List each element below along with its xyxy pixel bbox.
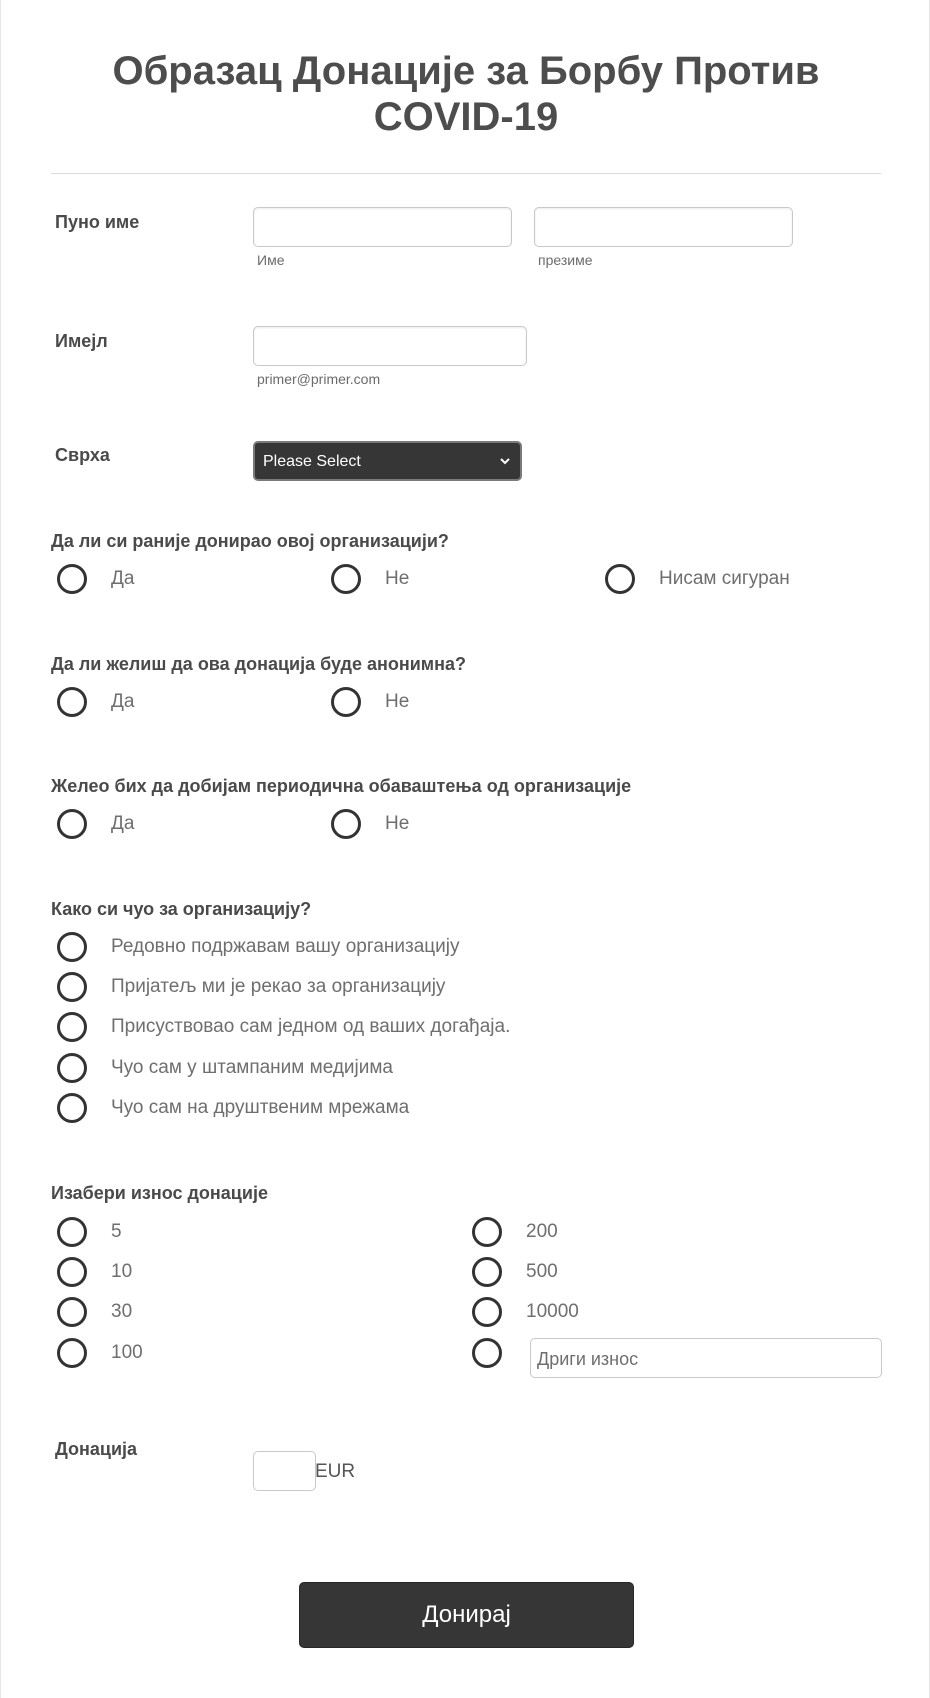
- full-name-label: Пуно име: [55, 212, 140, 232]
- radio-circle[interactable]: [57, 809, 87, 839]
- radio-label: 200: [526, 1221, 558, 1242]
- radio-circle[interactable]: [57, 564, 87, 594]
- donated-before-option[interactable]: [605, 561, 790, 597]
- amount-option[interactable]: [57, 1254, 132, 1290]
- radio-circle[interactable]: [331, 564, 361, 594]
- heard-about-question: Како си чуо за организацију?: [51, 899, 312, 919]
- radio-label: Нисам сигуран: [659, 568, 790, 589]
- radio-label: Да: [111, 568, 135, 589]
- radio-label: Не: [385, 568, 410, 589]
- radio-circle[interactable]: [57, 1297, 87, 1327]
- heard-about-option[interactable]: [57, 1009, 510, 1045]
- heard-about-option[interactable]: [57, 1050, 393, 1086]
- amount-option[interactable]: [57, 1294, 132, 1330]
- radio-circle[interactable]: [57, 1053, 87, 1083]
- radio-circle[interactable]: [472, 1297, 502, 1327]
- radio-label: Да: [111, 813, 135, 834]
- donation-amount-input[interactable]: [253, 1451, 316, 1491]
- email-label: Имејл: [55, 331, 108, 351]
- radio-label: 10: [111, 1261, 133, 1282]
- amount-option-other[interactable]: [472, 1335, 502, 1371]
- other-amount-input[interactable]: Дриги износ: [530, 1338, 882, 1378]
- radio-circle[interactable]: [472, 1338, 502, 1368]
- donated-before-option[interactable]: [57, 561, 134, 597]
- donation-label: Донација: [55, 1439, 138, 1459]
- radio-circle[interactable]: [331, 809, 361, 839]
- radio-circle[interactable]: [57, 687, 87, 717]
- first-name-sublabel: Име: [257, 252, 285, 268]
- first-name-input[interactable]: [253, 207, 512, 247]
- form-title-line-1: Образац Донације за Борбу Против: [112, 49, 820, 93]
- radio-circle[interactable]: [57, 972, 87, 1002]
- radio-circle[interactable]: [57, 1257, 87, 1287]
- radio-circle[interactable]: [472, 1217, 502, 1247]
- amount-option[interactable]: [472, 1294, 579, 1330]
- radio-label: Присуствовао сам једном од ваших догађаја.: [111, 1016, 511, 1037]
- currency-label: EUR: [315, 1461, 356, 1482]
- heard-about-option[interactable]: [57, 929, 460, 965]
- last-name-sublabel: презиме: [538, 252, 593, 268]
- form-title: [51, 48, 881, 140]
- amount-option[interactable]: [472, 1254, 558, 1290]
- radio-label: Редовно подржавам вашу организацију: [111, 936, 460, 957]
- radio-label: 100: [111, 1342, 143, 1363]
- radio-circle[interactable]: [57, 1338, 87, 1368]
- last-name-input[interactable]: [534, 207, 793, 247]
- radio-label: Чуо сам на друштвеним мрежама: [111, 1097, 410, 1118]
- radio-label: Чуо сам у штампаним медијима: [111, 1057, 394, 1078]
- anonymous-option[interactable]: [57, 684, 134, 720]
- form-title-line-2: COVID-19: [373, 95, 559, 139]
- amount-option[interactable]: [57, 1335, 143, 1371]
- radio-label: 10000: [526, 1301, 579, 1322]
- chevron-down-icon: [498, 454, 512, 468]
- radio-circle[interactable]: [472, 1257, 502, 1287]
- purpose-select-value: Please Select: [263, 453, 361, 470]
- amount-option[interactable]: [57, 1214, 122, 1250]
- heard-about-option[interactable]: [57, 969, 445, 1005]
- donate-button[interactable]: Донирај: [299, 1582, 634, 1648]
- email-input[interactable]: [253, 326, 527, 366]
- radio-label: 500: [526, 1261, 558, 1282]
- amount-option[interactable]: [472, 1214, 558, 1250]
- radio-circle[interactable]: [605, 564, 635, 594]
- radio-label: Не: [385, 813, 410, 834]
- notifications-option[interactable]: [57, 806, 134, 842]
- donated-before-option[interactable]: [331, 561, 409, 597]
- radio-circle[interactable]: [331, 687, 361, 717]
- anonymous-option[interactable]: [331, 684, 409, 720]
- purpose-select[interactable]: [253, 441, 522, 481]
- radio-circle[interactable]: [57, 1217, 87, 1247]
- radio-circle[interactable]: [57, 1012, 87, 1042]
- donated-before-question: Да ли си раније донирао овој организацији?: [51, 531, 449, 551]
- heard-about-option[interactable]: [57, 1090, 409, 1126]
- radio-label: 5: [111, 1221, 122, 1242]
- radio-label: Да: [111, 691, 135, 712]
- radio-circle[interactable]: [57, 932, 87, 962]
- radio-label: Пријатељ ми је рекао за организацију: [111, 976, 446, 997]
- amount-question: Изабери износ донације: [51, 1183, 268, 1203]
- email-sublabel: primer@primer.com: [257, 371, 381, 387]
- radio-circle[interactable]: [57, 1093, 87, 1123]
- notifications-option[interactable]: [331, 806, 409, 842]
- radio-label: Не: [385, 691, 410, 712]
- title-divider: [51, 173, 881, 174]
- purpose-label: Сврха: [55, 445, 110, 465]
- anonymous-question: Да ли желиш да ова донација буде анонимна?: [51, 654, 466, 674]
- radio-label: 30: [111, 1301, 133, 1322]
- notifications-question: Желео бих да добијам периодична обаваштења од организације: [51, 776, 632, 796]
